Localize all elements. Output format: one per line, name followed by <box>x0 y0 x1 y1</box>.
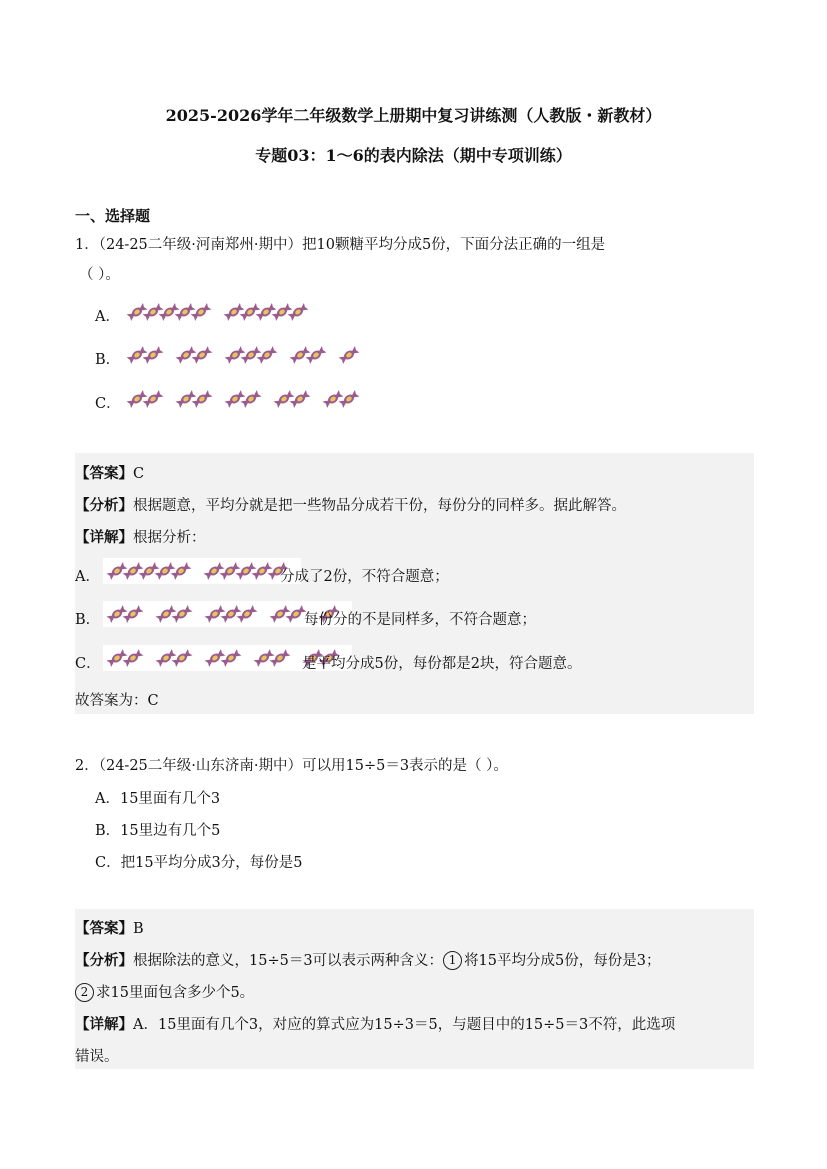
q2-detail-line1 <box>75 1013 675 1034</box>
wrapped-candy-icon <box>141 387 165 411</box>
candy-group <box>203 602 251 626</box>
q1-option-b-label: B． <box>95 352 121 368</box>
wrapped-candy-icon <box>255 343 279 367</box>
q2-detail-tag: 【详解】 <box>75 1016 133 1033</box>
q1-detail-text: 根据分析： <box>133 530 206 546</box>
wrapped-candy-icon <box>121 646 145 670</box>
circled-number-1: 1 <box>443 951 462 970</box>
q2-answer <box>75 917 144 938</box>
q1-detail-a-label: A． <box>75 569 100 585</box>
wrapped-candy-icon <box>170 602 194 626</box>
doc-subtitle: 专题03：1～6的表内除法（期中专项训练） <box>255 146 572 165</box>
q2-analysis-text-b: 将15平均分成5份，每份是3； <box>464 953 661 969</box>
candy-group <box>321 387 353 411</box>
q1-detail-tag: 【详解】 <box>75 529 133 546</box>
candy-group <box>174 387 206 411</box>
wrapped-candy-icon <box>190 387 214 411</box>
q2-analysis-line2 <box>75 981 254 1002</box>
wrapped-candy-icon <box>121 602 145 626</box>
q2-option-c: C．把15平均分成3分，每份是5 <box>95 855 303 871</box>
q1-answer <box>75 462 144 483</box>
candy-group <box>105 646 137 670</box>
q1-option-c-candies <box>125 386 370 412</box>
q2-detail-line2: 错误。 <box>75 1049 119 1065</box>
q2-analysis-text-c: 求15里面包含多少个5。 <box>96 985 255 1001</box>
q1-option-c-label: C． <box>95 396 121 412</box>
wrapped-candy-icon <box>219 646 243 670</box>
wrapped-candy-icon <box>304 343 328 367</box>
wrapped-candy-icon <box>239 387 263 411</box>
q1-detail-c-text: 是平均分成5份，每份都是2块，符合题意。 <box>302 656 582 672</box>
candy-group <box>272 387 304 411</box>
candy-group <box>337 343 353 367</box>
wrapped-candy-icon <box>337 387 361 411</box>
candy-group <box>154 602 186 626</box>
wrapped-candy-icon <box>169 559 193 583</box>
candy-group <box>125 343 157 367</box>
q1-option-b-candies <box>125 342 370 368</box>
section-heading: 一、选择题 <box>75 207 151 225</box>
q1-detail-a-text: 分成了2份，不符合题意； <box>280 569 449 585</box>
q2-answer-value: B <box>133 921 144 937</box>
q2-option-a: A．15里面有几个3 <box>95 791 221 807</box>
q2-analysis-tag: 【分析】 <box>75 952 133 969</box>
wrapped-candy-icon <box>141 343 165 367</box>
wrapped-candy-icon <box>337 343 361 367</box>
q2-answer-tag: 【答案】 <box>75 920 133 937</box>
q1-detail-c-label: C． <box>75 656 101 672</box>
candy-group <box>125 387 157 411</box>
q1-detail-b-label: B． <box>75 612 101 628</box>
wrapped-candy-icon <box>190 343 214 367</box>
candy-group <box>268 602 300 626</box>
q1-detail-b-text: 每份分的不是同样多，不符合题意； <box>304 612 536 628</box>
wrapped-candy-icon <box>235 602 259 626</box>
q1-option-a-label: A． <box>95 309 120 325</box>
candy-group <box>222 300 302 324</box>
candy-group <box>252 646 284 670</box>
wrapped-candy-icon <box>268 646 292 670</box>
candy-group <box>288 343 320 367</box>
q1-stem-line2: （ ）。 <box>79 267 120 283</box>
q2-detail-text: A．15里面有几个3，对应的算式应为15÷3＝5，与题目中的15÷5＝3不符，此选项 <box>133 1017 676 1033</box>
circled-number-2: 2 <box>75 983 94 1002</box>
candy-group <box>174 343 206 367</box>
candy-group <box>154 646 186 670</box>
candy-group <box>125 300 205 324</box>
q2-analysis-text-a: 根据除法的意义，15÷5＝3可以表示两种含义： <box>133 953 444 969</box>
candy-group <box>223 343 271 367</box>
q1-analysis-tag: 【分析】 <box>75 497 133 514</box>
wrapped-candy-icon <box>286 300 310 324</box>
wrapped-candy-icon <box>288 387 312 411</box>
q1-conclusion: 故答案为：C <box>75 693 159 709</box>
q1-analysis-text: 根据题意，平均分就是把一些物品分成若干份，每份分的同样多。据此解答。 <box>133 498 626 514</box>
candy-group <box>223 387 255 411</box>
q1-detail <box>75 526 206 547</box>
candy-group <box>105 559 185 583</box>
candy-group <box>105 602 137 626</box>
q2-analysis-line1 <box>75 949 660 970</box>
candy-group <box>203 646 235 670</box>
wrapped-candy-icon <box>170 646 194 670</box>
q2-stem: 2．（24-25二年级·山东济南·期中）可以用15÷5＝3表示的是（ ）。 <box>75 758 508 774</box>
q1-detail-a-candies <box>103 558 301 584</box>
q2-option-b: B．15里边有几个5 <box>95 823 221 839</box>
candy-group <box>202 559 282 583</box>
q1-analysis <box>75 494 626 515</box>
doc-title: 2025-2026学年二年级数学上册期中复习讲练测（人教版・新教材） <box>165 106 662 125</box>
wrapped-candy-icon <box>189 300 213 324</box>
q1-answer-value: C <box>133 466 145 482</box>
q1-answer-tag: 【答案】 <box>75 465 133 482</box>
q1-stem-line1: 1．（24-25二年级·河南郑州·期中）把10颗糖平均分成5份，下面分法正确的一组是 <box>75 237 606 253</box>
q1-option-a-candies <box>125 299 319 325</box>
